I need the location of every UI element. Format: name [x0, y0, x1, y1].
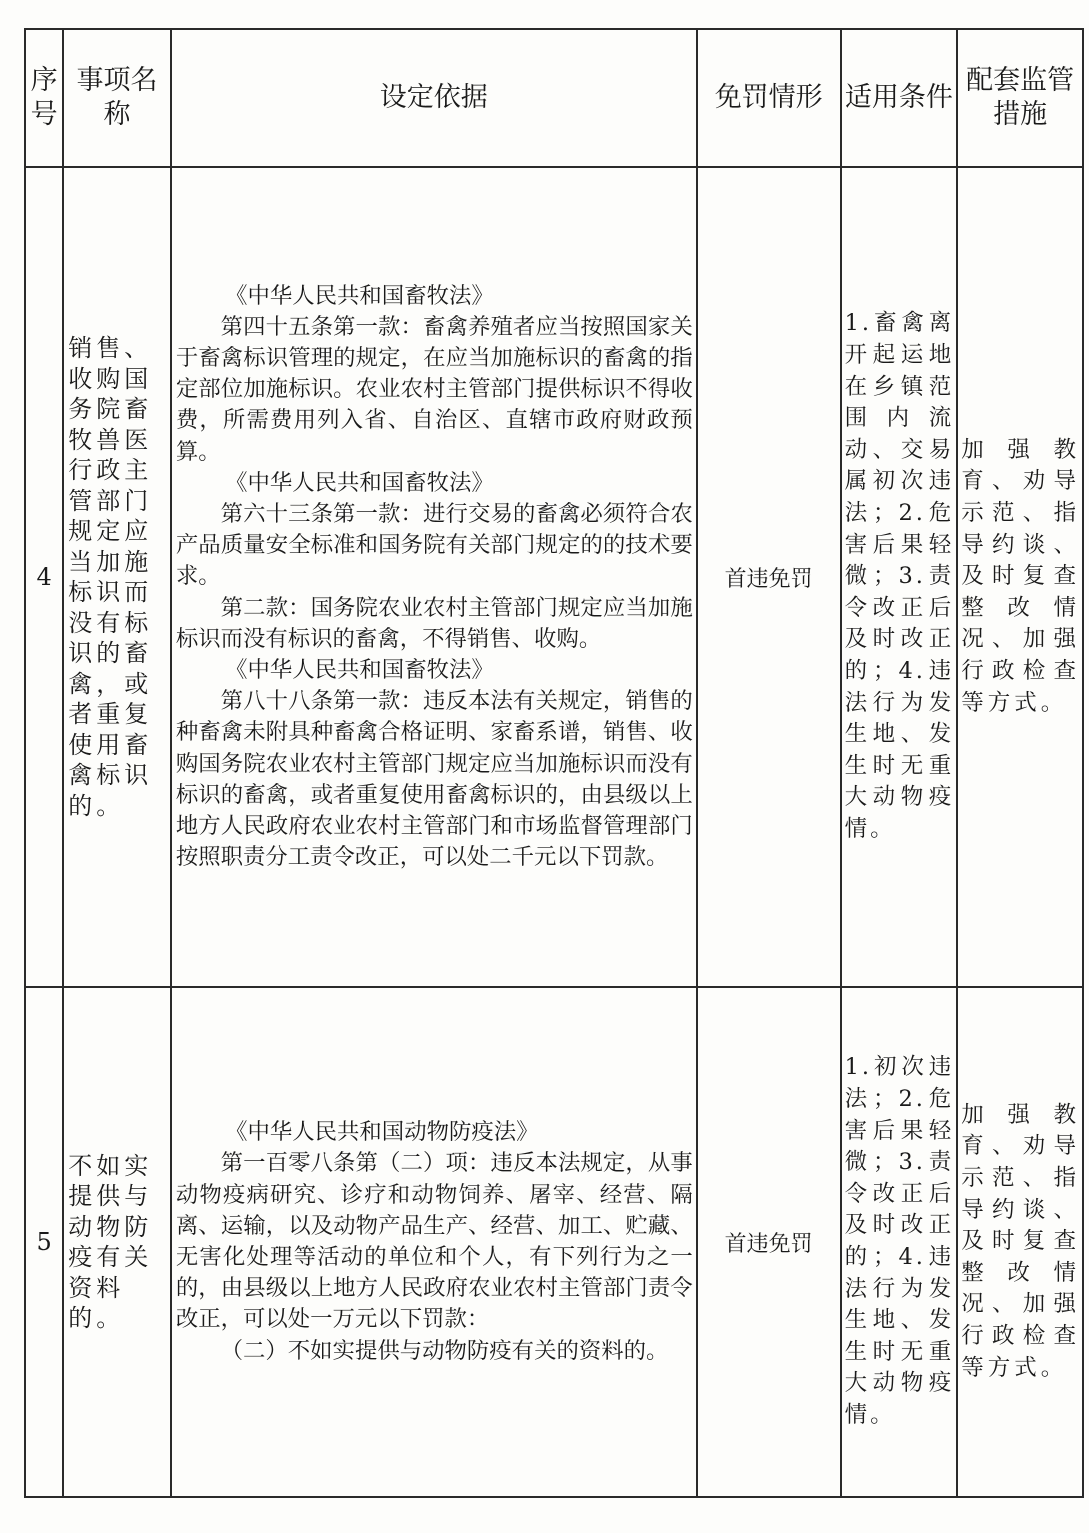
row-number: 4 [25, 167, 63, 987]
table-row [25, 167, 1083, 987]
law-clause: 第六十三条第一款：进行交易的畜禽必须符合农产品质量安全标准和国务院有关部门规定的的技术要求。 [175, 500, 693, 590]
header-basis: 设定依据 [171, 29, 697, 167]
item-name: 销售、收购国务院畜牧兽医行政主管部门规定应当加施标识而没有标识的畜禽，或者重复使用畜禽标识的。 [63, 167, 171, 987]
item-name: 不如实提供与动物防疫有关资料的。 [63, 987, 171, 1497]
header-conditions: 适用条件 [841, 29, 958, 167]
law-clause: （二）不如实提供与动物防疫有关的资料的。 [220, 1337, 669, 1364]
law-clause: 第八十八条第一款：违反本法有关规定，销售的种畜禽未附具种畜禽合格证明、家畜系谱，销售、收购国务院农业农村主管部门规定应当加施标识而没有标识的畜禽，或者重复使用畜禽标识的，由县级以上地方人民政府农业农村主管部门和市场监督管理部门按照职责分工责令改正，可以处二千元以下罚款。 [175, 688, 693, 871]
penalty-exemption-table [24, 28, 1084, 1498]
legal-basis [171, 987, 697, 1497]
law-clause: 第四十五条第一款：畜禽养殖者应当按照国家关于畜禽标识管理的规定，在应当加施标识的畜禽的指定部位加施标识。农业农村主管部门提供标识不得收费，所需费用列入省、自治区、直辖市政府财政预算。 [175, 313, 693, 465]
supervision-measures: 加强教育、劝导示范、指导约谈、及时复查整改情况、加强行政检查等方式。 [957, 167, 1083, 987]
law-title: 《中华人民共和国畜牧法》 [225, 282, 494, 309]
header-no: 序号 [25, 29, 63, 167]
row-number: 5 [25, 987, 63, 1497]
law-title: 《中华人民共和国畜牧法》 [225, 469, 494, 496]
table-header-row [25, 29, 1083, 167]
table-row [25, 987, 1083, 1497]
law-clause: 第二款：国务院农业农村主管部门规定应当加施标识而没有标识的畜禽，不得销售、收购。 [175, 594, 693, 652]
law-title: 《中华人民共和国动物防疫法》 [225, 1119, 539, 1146]
header-item: 事项名称 [63, 29, 171, 167]
applicable-conditions: 1.畜禽离开起运地在乡镇范围内流动、交易属初次违法；2.危害后果轻微；3.责令改正后及时改正的；4.违法行为发生地、发生时无重大动物疫情。 [841, 167, 958, 987]
law-title: 《中华人民共和国畜牧法》 [225, 657, 494, 683]
header-penalty: 免罚情形 [697, 29, 841, 167]
regulation-table-page [24, 28, 1084, 1498]
penalty-exemption: 首违免罚 [697, 167, 841, 987]
legal-basis [171, 167, 697, 987]
law-clause: 第一百零八条第（二）项：违反本法规定，从事动物疫病研究、诊疗和动物饲养、屠宰、经营、隔离、运输，以及动物产品生产、经营、加工、贮藏、无害化处理等活动的单位和个人，有下列行为之一的，由县级以上地方人民政府农业农村主管部门责令改正，可以处一万元以下罚款： [175, 1150, 693, 1333]
applicable-conditions: 1.初次违法；2.危害后果轻微；3.责令改正后及时改正的；4.违法行为发生地、发生时无重大动物疫情。 [841, 987, 958, 1497]
penalty-exemption: 首违免罚 [697, 987, 841, 1497]
header-measures: 配套监管措施 [957, 29, 1083, 167]
supervision-measures: 加强教育、劝导示范、指导约谈、及时复查整改情况、加强行政检查等方式。 [957, 987, 1083, 1497]
